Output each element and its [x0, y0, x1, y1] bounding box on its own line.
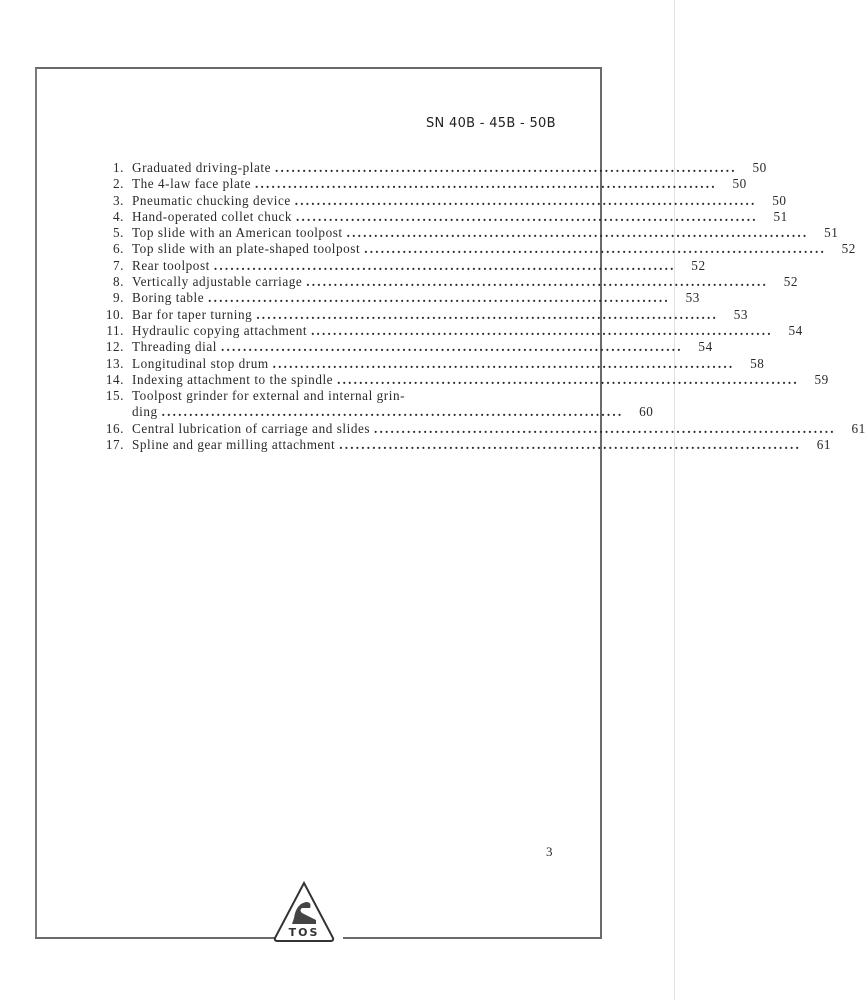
entry-number: 15.: [105, 388, 124, 404]
toc-entry: [100, 192, 787, 209]
toc-entry: [100, 160, 767, 176]
frame-bottom-right: [343, 937, 600, 939]
dot-leader: ....................................................................................: [274, 160, 737, 175]
scan-edge: [674, 0, 675, 1000]
entry-page: 60: [639, 404, 654, 420]
entry-number: 7.: [113, 257, 124, 273]
entry-title: Top slide with an American toolpost: [132, 225, 343, 241]
dot-leader: ....................................................................................: [208, 290, 670, 306]
entry-number: [100, 404, 124, 420]
toc-entry: [100, 290, 700, 306]
toc-entry: [100, 225, 839, 241]
entry-page: 54: [788, 322, 803, 338]
entry-title: Graduated driving-plate: [132, 160, 271, 175]
dot-leader: ....................................................................................: [255, 176, 717, 192]
dot-leader: ....................................................................................: [339, 437, 802, 453]
dot-leader: ....................................................................................: [346, 225, 809, 241]
entry-page: 54: [698, 339, 713, 355]
toc-entry: [100, 437, 832, 453]
frame-bottom-left: [35, 937, 288, 939]
entry-title: Bar for taper turning: [132, 306, 253, 322]
entry-number: 1.: [113, 160, 124, 175]
entry-page: 52: [841, 241, 856, 257]
entry-title: Hand-operated collet chuck: [132, 208, 293, 224]
dot-leader: ....................................................................................: [337, 371, 799, 387]
toc-entry: [100, 306, 749, 323]
entry-title: Toolpost grinder for external and internal grin-: [132, 388, 406, 404]
entry-title: Vertically adjustable carriage: [132, 274, 303, 290]
svg-text:TOS: TOS: [288, 926, 320, 939]
entry-number: 9.: [113, 290, 124, 306]
entry-page: 50: [732, 176, 747, 192]
entry-page: 59: [814, 371, 829, 387]
entry-title: Rear toolpost: [132, 257, 210, 273]
dot-leader: ....................................................................................: [256, 306, 719, 322]
entry-number: 14.: [105, 371, 124, 387]
toc-entry: [100, 339, 713, 355]
toc-entry: [100, 322, 803, 339]
entry-title: Longitudinal stop drum: [132, 355, 269, 371]
entry-title: Boring table: [132, 290, 205, 306]
entry-title: ding: [132, 404, 158, 420]
dot-leader: ....................................................................................: [220, 339, 683, 355]
dot-leader: ....................................................................................: [272, 355, 735, 371]
entry-number: 13.: [105, 355, 124, 371]
dot-leader: ....................................................................................: [311, 322, 773, 338]
entry-number: 11.: [106, 322, 124, 338]
entry-title: Indexing attachment to the spindle: [132, 371, 334, 387]
entry-page: 52: [783, 274, 799, 290]
dot-leader: ....................................................................................: [364, 241, 826, 257]
dot-leader: ....................................................................................: [294, 192, 757, 208]
entry-page: 50: [772, 192, 787, 208]
entry-page: 51: [773, 208, 788, 224]
entry-number: 8.: [113, 274, 124, 290]
dot-leader: ....................................................................................: [296, 208, 758, 224]
entry-number: 16.: [105, 420, 124, 436]
page-number: 3: [546, 844, 553, 859]
entry-number: 5.: [113, 225, 124, 241]
dot-leader: ....................................................................................: [213, 257, 676, 273]
toc-entry: [100, 355, 765, 372]
toc-entry: [100, 404, 654, 420]
entry-number: 17.: [105, 437, 124, 453]
toc-entry: [100, 176, 747, 192]
dot-leader: ....................................................................................: [161, 404, 624, 420]
toc-entry: [100, 420, 866, 437]
entry-title: Central lubrication of carriage and slides: [132, 420, 371, 436]
entry-title: Threading dial: [132, 339, 217, 355]
toc-entry: [100, 388, 530, 404]
entry-number: 3.: [113, 192, 124, 208]
table-of-contents: [100, 160, 866, 453]
entry-page: 50: [752, 160, 767, 175]
entry-page: 61: [816, 437, 832, 453]
entry-page: 61: [851, 420, 866, 436]
entry-title: Top slide with an plate-shaped toolpost: [132, 241, 361, 257]
entry-title: Pneumatic chucking device: [132, 192, 291, 208]
entry-page: 58: [750, 355, 765, 371]
entry-page: 52: [691, 257, 706, 273]
toc-entry: [100, 257, 706, 274]
entry-number: 10.: [105, 306, 124, 322]
entry-number: 4.: [113, 208, 124, 224]
toc-entry: [100, 371, 829, 388]
entry-title: Hydraulic copying attachment: [132, 322, 308, 338]
toc-entry: [100, 274, 799, 290]
model-header: SN 40B - 45B - 50B: [426, 116, 556, 131]
dot-leader: ....................................................................................: [306, 274, 769, 290]
toc-entry: [100, 241, 856, 257]
tos-logo: [272, 880, 336, 949]
dot-leader: ....................................................................................: [374, 420, 836, 436]
entry-number: 6.: [113, 241, 124, 257]
entry-page: 53: [733, 306, 749, 322]
entry-number: 12.: [105, 339, 124, 355]
entry-number: 2.: [113, 176, 124, 192]
entry-page: 53: [685, 290, 700, 306]
entry-title: Spline and gear milling attachment: [132, 437, 336, 453]
toc-entry: [100, 208, 788, 225]
entry-title: The 4-law face plate: [132, 176, 251, 192]
entry-page: 51: [824, 225, 839, 241]
